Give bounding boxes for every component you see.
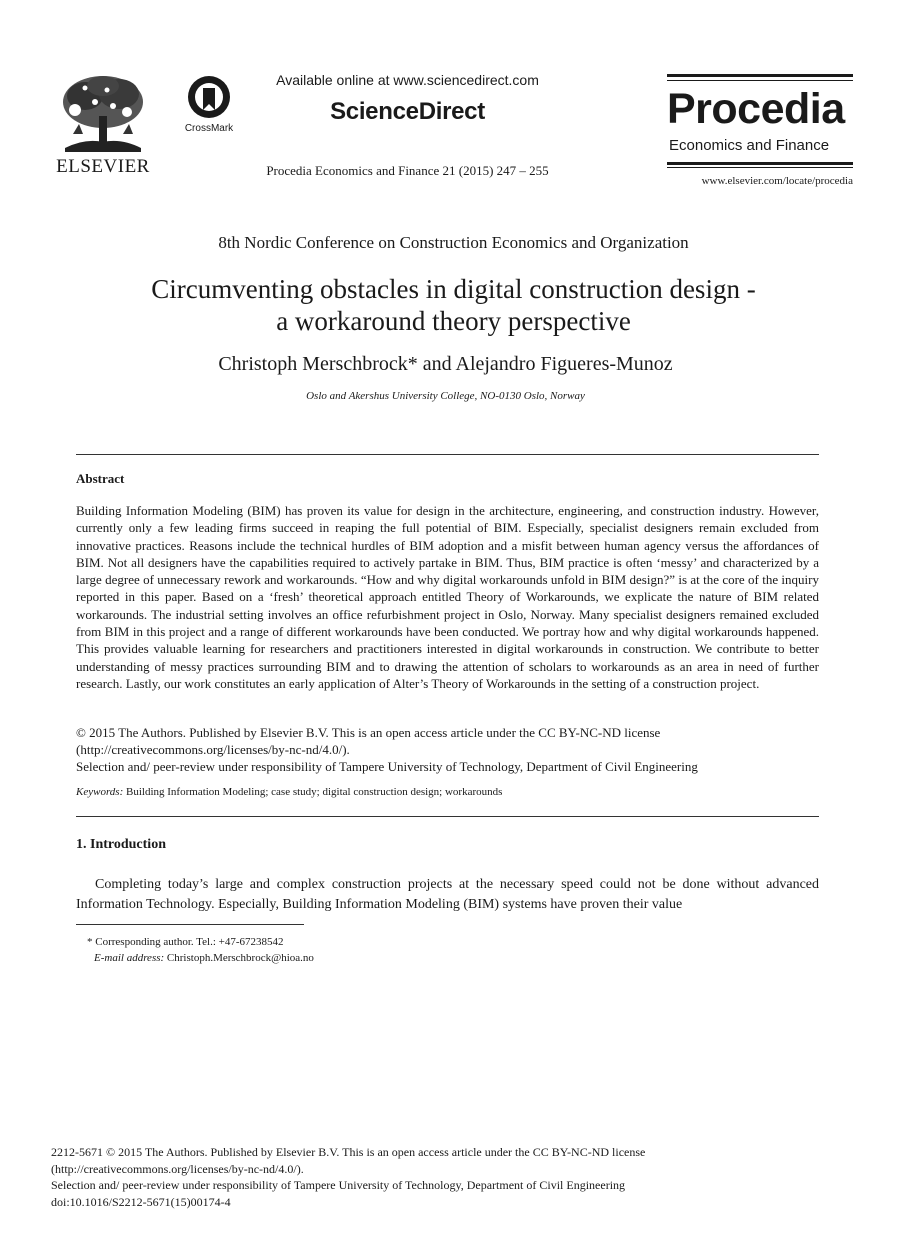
introduction-text: Completing today’s large and complex construction projects at the necessary speed could not be done without advanced Information Technology. Especially, Building Information Modeling (BIM) systems have proven their value <box>76 877 819 912</box>
procedia-subtitle: Economics and Finance <box>669 137 830 154</box>
elsevier-wordmark: ELSEVIER <box>56 156 150 177</box>
elsevier-logo <box>55 72 151 180</box>
keywords-label: Keywords: <box>76 786 124 798</box>
elsevier-tree-icon <box>55 72 151 154</box>
peer-review-line: Selection and/ peer-review under responsibility of Tampere University of Technology, Department of Civil Engineering <box>76 759 698 774</box>
abstract-top-rule <box>76 454 819 455</box>
copyright-line: © 2015 The Authors. Published by Elsevier B.V. This is an open access article under the CC BY-NC-ND license <box>76 725 661 740</box>
email-link[interactable]: Christoph.Merschbrock@hioa.no <box>164 952 314 964</box>
footnote-rule <box>76 924 304 925</box>
masthead-bottom-rule <box>667 162 853 165</box>
abstract-bottom-rule <box>76 816 819 817</box>
title-line-2: a workaround theory perspective <box>276 306 631 336</box>
copyright-notice <box>76 724 819 775</box>
crossmark-icon <box>186 74 232 120</box>
abstract-heading: Abstract <box>76 471 125 486</box>
footer-doi[interactable]: doi:10.1016/S2212-5671(15)00174-4 <box>51 1194 231 1209</box>
procedia-title: Procedia <box>667 85 845 133</box>
article-title <box>90 273 817 337</box>
section-heading-introduction: 1. Introduction <box>76 837 166 852</box>
email-label: E-mail address: <box>94 952 165 964</box>
page-footer <box>51 1144 851 1210</box>
footer-peer-review-line: Selection and/ peer-review under responsibility of Tampere University of Technology, Department of Civil Engineering <box>51 1178 626 1192</box>
conference-name: 8th Nordic Conference on Construction Economics and Organization <box>218 233 689 252</box>
available-online-link[interactable]: Available online at www.sciencedirect.com <box>276 72 539 88</box>
crossmark-label: CrossMark <box>184 123 234 134</box>
journal-reference: Procedia Economics and Finance 21 (2015) 247 – 255 <box>266 163 549 178</box>
email-line <box>76 950 819 966</box>
crossmark-badge[interactable] <box>180 74 238 134</box>
footer-issn-line: 2212-5671 © 2015 The Authors. Published by Elsevier B.V. This is an open access article under the CC BY-NC-ND license <box>51 1145 646 1159</box>
keywords <box>76 786 819 798</box>
footnote <box>76 934 819 966</box>
author-affiliation: Oslo and Akershus University College, NO-0130 Oslo, Norway <box>306 390 585 402</box>
masthead-bottom-thin-rule <box>667 167 853 168</box>
masthead-thin-rule <box>667 80 853 81</box>
keywords-list: Building Information Modeling; case study; digital construction design; workarounds <box>123 786 503 798</box>
corresponding-author-line: * Corresponding author. Tel.: +47-67238542 <box>87 936 284 948</box>
title-line-1: Circumventing obstacles in digital construction design - <box>151 274 756 304</box>
sciencedirect-brand: ScienceDirect <box>330 98 485 125</box>
masthead-top-rule <box>667 74 853 77</box>
footer-license-link[interactable]: (http://creativecommons.org/licenses/by-nc-nd/4.0/). <box>51 1161 304 1176</box>
procedia-masthead <box>667 74 853 194</box>
author-list: Christoph Merschbrock* and Alejandro Figueres-Munoz <box>218 353 673 375</box>
journal-url-link[interactable]: www.elsevier.com/locate/procedia <box>701 175 853 187</box>
license-link[interactable]: (http://creativecommons.org/licenses/by-nc-nd/4.0/). <box>76 742 350 757</box>
abstract-text: Building Information Modeling (BIM) has proven its value for design in the architecture, engineering, and construction industry. However, currently only a few leading firms succeed in reaping the full potential of BIM. Especially, specialist designers remain excluded from innovative practices. Reasons include the technical hurdles of BIM adoption and a misfit between human agency versus the affordances of BIM. Not all designers have the capabilities required to actively partake in BIM. Thus, BIM practice is often ‘messy’ and characterized by a large degree of unnecessary rework and workarounds. “How and why digital workarounds unfold in BIM design?” is at the core of the inquiry reported in this paper. Based on a ‘fresh’ theoretical approach entitled Theory of Workarounds, we explicate the nature of BIM related workarounds. The industrial setting involves an office refurbishment project in Oslo, Norway. Many specialist designers remained excluded from BIM in this project and a range of different workarounds have been conducted. We portray how and why digital workarounds happened. This provides valuable learning for researchers and practitioners interested in digital workarounds in construction. We contribute to better understanding of messy practices surrounding BIM and to drawing the attention of scholars to workarounds as an area in need of further research. Lastly, our work constitutes an early application of Alter’s Theory of Workarounds in the setting of a construction project. <box>76 503 819 691</box>
